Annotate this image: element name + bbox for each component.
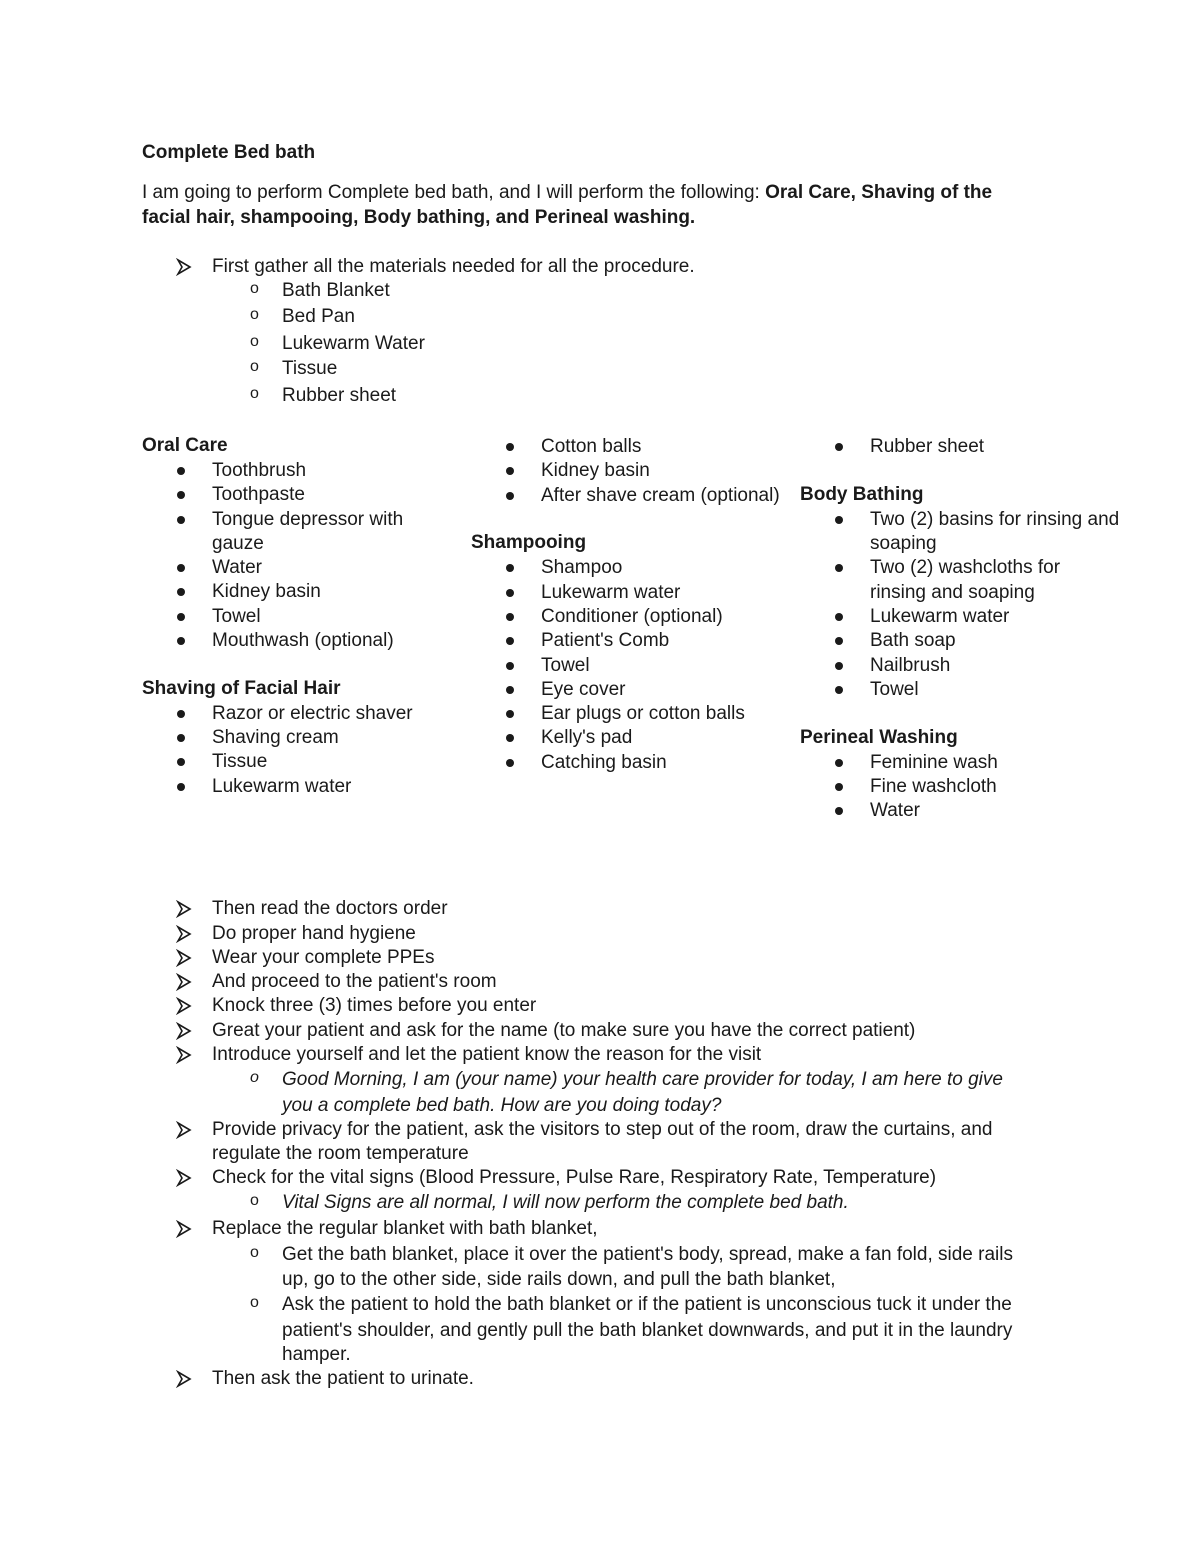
bullet-dot-icon xyxy=(506,662,514,670)
list-item-text: Ear plugs or cotton balls xyxy=(541,703,745,725)
step-4 xyxy=(175,971,1075,995)
list-item xyxy=(142,702,437,726)
perineal-washing-list xyxy=(800,751,1065,824)
bullet-dot-icon xyxy=(835,613,843,621)
list-item xyxy=(142,556,452,580)
arrow-bullet-icon xyxy=(175,1022,193,1040)
list-item-text: Toothpaste xyxy=(212,484,305,506)
step-8-cont xyxy=(175,1143,1075,1167)
gather-item xyxy=(250,385,850,409)
list-item-text: Patient's Comb xyxy=(541,630,670,652)
arrow-bullet-icon xyxy=(175,900,193,918)
arrow-bullet-icon xyxy=(175,1370,193,1388)
step-1 xyxy=(175,898,1075,922)
step-10-sub-2-cont2 xyxy=(250,1344,1100,1368)
intro-plain: I am going to perform Complete bed bath, and I will perform the following: xyxy=(142,182,766,203)
list-item-text: Rubber sheet xyxy=(870,436,985,457)
list-item-text: After shave cream (optional) xyxy=(541,484,780,506)
list-item xyxy=(142,775,437,799)
bullet-dot-icon xyxy=(835,686,843,694)
gather-item xyxy=(250,280,850,304)
list-item-text: Lukewarm water xyxy=(212,775,352,797)
intro-line-1 xyxy=(142,182,992,204)
gather-item-text: Lukewarm Water xyxy=(282,333,425,354)
list-item-text: Cotton balls xyxy=(541,436,642,457)
bullet-dot-icon xyxy=(177,613,185,621)
step-text: Do proper hand hygiene xyxy=(212,923,416,944)
step-text: Introduce yourself and let the patient know the reason for the visit xyxy=(212,1044,762,1065)
list-item-text: Shampoo xyxy=(541,557,623,579)
bullet-dot-icon xyxy=(177,588,185,596)
list-item-text: Kelly's pad xyxy=(541,727,633,749)
list-item-text: Tissue xyxy=(212,751,268,773)
arrow-bullet-icon xyxy=(175,925,193,943)
list-item-text: Toothbrush xyxy=(212,460,307,481)
arrow-bullet-icon xyxy=(175,1220,193,1238)
arrow-bullet-icon xyxy=(175,949,193,967)
step-subtext: you a complete bed bath. How are you doing today? xyxy=(282,1095,722,1116)
circle-bullet-icon: o xyxy=(250,333,259,350)
list-item xyxy=(142,726,437,750)
list-item-text: Razor or electric shaver xyxy=(212,702,413,724)
list-item xyxy=(800,556,1120,605)
bullet-dot-icon xyxy=(177,783,185,791)
step-10 xyxy=(175,1218,1075,1242)
step-10-sub-1-cont xyxy=(250,1269,1100,1293)
arrow-bullet-icon xyxy=(175,1121,193,1139)
circle-bullet-icon: o xyxy=(250,1069,259,1086)
list-item xyxy=(142,483,452,507)
step-text: Great your patient and ask for the name (to make sure you have the correct patient) xyxy=(212,1020,916,1041)
step-subtext: Get the bath blanket, place it over the patient's body, spread, make a fan fold, side rails xyxy=(282,1244,1013,1265)
list-item-text: Conditioner (optional) xyxy=(541,605,723,627)
step-2 xyxy=(175,923,1075,947)
bullet-dot-icon xyxy=(506,613,514,621)
list-item xyxy=(142,750,437,774)
arrow-bullet-icon xyxy=(175,1169,193,1187)
body-bathing-list xyxy=(800,508,1120,702)
shaving-heading: Shaving of Facial Hair xyxy=(142,677,341,699)
arrow-bullet-icon xyxy=(175,1046,193,1064)
gather-item-text: Bed Pan xyxy=(282,306,355,327)
gather-text: First gather all the materials needed for all the procedure. xyxy=(212,256,695,277)
bullet-dot-icon xyxy=(177,516,185,524)
bullet-dot-icon xyxy=(177,710,185,718)
column-3 xyxy=(800,435,1120,824)
circle-bullet-icon: o xyxy=(250,385,259,402)
list-item-text: Fine washcloth xyxy=(870,775,997,797)
gather-item xyxy=(250,358,850,382)
step-subtext: up, go to the other side, side rails down, and pull the bath blanket, xyxy=(282,1269,836,1290)
list-item xyxy=(142,629,452,653)
bullet-dot-icon xyxy=(177,758,185,766)
list-item xyxy=(142,580,452,604)
list-item xyxy=(471,629,781,653)
bullet-dot-icon xyxy=(506,492,514,500)
bullet-dot-icon xyxy=(506,686,514,694)
bullet-dot-icon xyxy=(177,734,185,742)
list-item xyxy=(471,726,781,750)
bullet-dot-icon xyxy=(835,783,843,791)
list-item-text: Water xyxy=(212,557,262,579)
step-subtext: Vital Signs are all normal, I will now perform the complete bed bath. xyxy=(282,1192,849,1213)
arrow-bullet-icon xyxy=(175,973,193,991)
bullet-dot-icon xyxy=(506,734,514,742)
circle-bullet-icon: o xyxy=(250,306,259,323)
step-text: And proceed to the patient's room xyxy=(212,971,497,992)
list-item-text: Water xyxy=(870,800,920,822)
shaving-list xyxy=(142,702,442,799)
step-text: regulate the room temperature xyxy=(212,1143,469,1164)
step-subtext: patient's shoulder, and gently pull the bath blanket downwards, and put it in the laundry xyxy=(282,1320,1013,1341)
list-item xyxy=(471,678,781,702)
column-2 xyxy=(471,435,780,775)
list-item-text: Towel xyxy=(541,654,590,676)
oral-care-list xyxy=(142,459,442,653)
gather-item-text: Rubber sheet xyxy=(282,385,397,406)
bullet-dot-icon xyxy=(506,467,514,475)
list-item-text: Lukewarm water xyxy=(541,581,681,603)
list-item xyxy=(142,459,452,483)
shampooing-continued-list xyxy=(800,435,1065,459)
list-item-text: Feminine wash xyxy=(870,751,998,773)
shampooing-list xyxy=(471,556,771,775)
list-item-text: Nailbrush xyxy=(870,654,951,676)
step-6 xyxy=(175,1020,1075,1044)
list-item-text: Kidney basin xyxy=(541,460,650,482)
step-text: Then read the doctors order xyxy=(212,898,448,919)
list-item-text: Mouthwash (optional) xyxy=(212,630,394,652)
step-5 xyxy=(175,995,1075,1019)
list-item-text: Eye cover xyxy=(541,678,626,700)
list-item xyxy=(800,775,1120,799)
circle-bullet-icon: o xyxy=(250,1192,259,1209)
list-item xyxy=(800,799,1120,823)
gather-step xyxy=(175,256,1075,280)
circle-bullet-icon: o xyxy=(250,358,259,375)
step-text: Replace the regular blanket with bath blanket, xyxy=(212,1218,598,1239)
circle-bullet-icon: o xyxy=(250,280,259,297)
intro-line-2: facial hair, shampooing, Body bathing, and Perineal washing. xyxy=(142,207,696,228)
step-7-sub-cont xyxy=(250,1095,1100,1119)
arrow-bullet-icon xyxy=(175,258,193,276)
shampooing-heading: Shampooing xyxy=(471,532,587,554)
bullet-dot-icon xyxy=(177,467,185,475)
list-item xyxy=(471,581,781,605)
gather-item-text: Tissue xyxy=(282,358,338,379)
list-item xyxy=(142,508,452,557)
list-item-text: Lukewarm water xyxy=(870,605,1010,627)
bullet-dot-icon xyxy=(506,637,514,645)
step-subtext: hamper. xyxy=(282,1344,351,1365)
step-8 xyxy=(175,1119,1075,1143)
perineal-heading: Perineal Washing xyxy=(800,726,958,748)
list-item xyxy=(471,484,781,508)
bullet-dot-icon xyxy=(177,637,185,645)
step-7-sub xyxy=(250,1069,1100,1093)
shaving-continued-list xyxy=(471,435,780,508)
circle-bullet-icon: o xyxy=(250,1244,259,1261)
step-subtext: Ask the patient to hold the bath blanket or if the patient is unconscious tuck it under the xyxy=(282,1294,1012,1315)
gather-item-text: Bath Blanket xyxy=(282,280,390,301)
step-text: Check for the vital signs (Blood Pressure, Pulse Rare, Respiratory Rate, Temperature) xyxy=(212,1167,937,1188)
bullet-dot-icon xyxy=(835,662,843,670)
bullet-dot-icon xyxy=(835,759,843,767)
step-text: Wear your complete PPEs xyxy=(212,947,435,968)
step-text: Knock three (3) times before you enter xyxy=(212,995,537,1016)
circle-bullet-icon: o xyxy=(250,1294,259,1311)
column-1 xyxy=(142,435,442,799)
list-item-text: Tongue depressor with gauze xyxy=(212,508,404,554)
list-item xyxy=(471,556,781,580)
bullet-dot-icon xyxy=(506,710,514,718)
step-11 xyxy=(175,1368,1075,1392)
list-item-text: Two (2) washcloths for rinsing and soaping xyxy=(870,557,1061,603)
step-10-sub-2-cont xyxy=(250,1320,1100,1344)
step-9 xyxy=(175,1167,1075,1191)
bullet-dot-icon xyxy=(835,443,843,451)
list-item xyxy=(471,702,781,726)
step-text: Then ask the patient to urinate. xyxy=(212,1368,474,1389)
step-7 xyxy=(175,1044,1075,1068)
gather-item xyxy=(250,306,850,330)
step-3 xyxy=(175,947,1075,971)
step-9-sub xyxy=(250,1192,1100,1216)
list-item xyxy=(142,605,452,629)
step-subtext: Good Morning, I am (your name) your health care provider for today, I am here to give xyxy=(282,1069,1003,1090)
list-item xyxy=(800,605,1120,629)
step-10-sub-2 xyxy=(250,1294,1100,1318)
list-item-text: Towel xyxy=(870,678,919,700)
list-item xyxy=(471,459,781,483)
page-title: Complete Bed bath xyxy=(142,142,316,163)
bullet-dot-icon xyxy=(835,637,843,645)
list-item-text: Kidney basin xyxy=(212,581,321,603)
list-item xyxy=(800,751,1120,775)
list-item xyxy=(800,435,1120,459)
oral-care-heading: Oral Care xyxy=(142,435,228,456)
list-item xyxy=(471,751,781,775)
gather-item xyxy=(250,333,850,357)
bullet-dot-icon xyxy=(177,564,185,572)
list-item-text: Towel xyxy=(212,605,261,627)
list-item xyxy=(800,629,1120,653)
list-item-text: Bath soap xyxy=(870,630,956,652)
body-bathing-heading: Body Bathing xyxy=(800,483,924,505)
list-item-text: Two (2) basins for rinsing and soaping xyxy=(870,508,1120,555)
list-item xyxy=(471,605,781,629)
list-item xyxy=(800,678,1120,702)
bullet-dot-icon xyxy=(835,516,843,524)
bullet-dot-icon xyxy=(177,491,185,499)
bullet-dot-icon xyxy=(506,564,514,572)
list-item-text: Catching basin xyxy=(541,751,667,773)
bullet-dot-icon xyxy=(506,759,514,767)
list-item xyxy=(800,508,1120,557)
arrow-bullet-icon xyxy=(175,997,193,1015)
step-10-sub-1 xyxy=(250,1244,1100,1268)
step-text: Provide privacy for the patient, ask the visitors to step out of the room, draw the curtains, and xyxy=(212,1119,993,1140)
list-item-text: Shaving cream xyxy=(212,727,339,749)
list-item xyxy=(471,654,781,678)
list-item xyxy=(800,654,1120,678)
list-item xyxy=(471,435,781,459)
bullet-dot-icon xyxy=(506,589,514,597)
bullet-dot-icon xyxy=(506,443,514,451)
intro-bold-1: Oral Care, Shaving of the xyxy=(765,182,993,203)
bullet-dot-icon xyxy=(835,564,843,572)
bullet-dot-icon xyxy=(835,807,843,815)
